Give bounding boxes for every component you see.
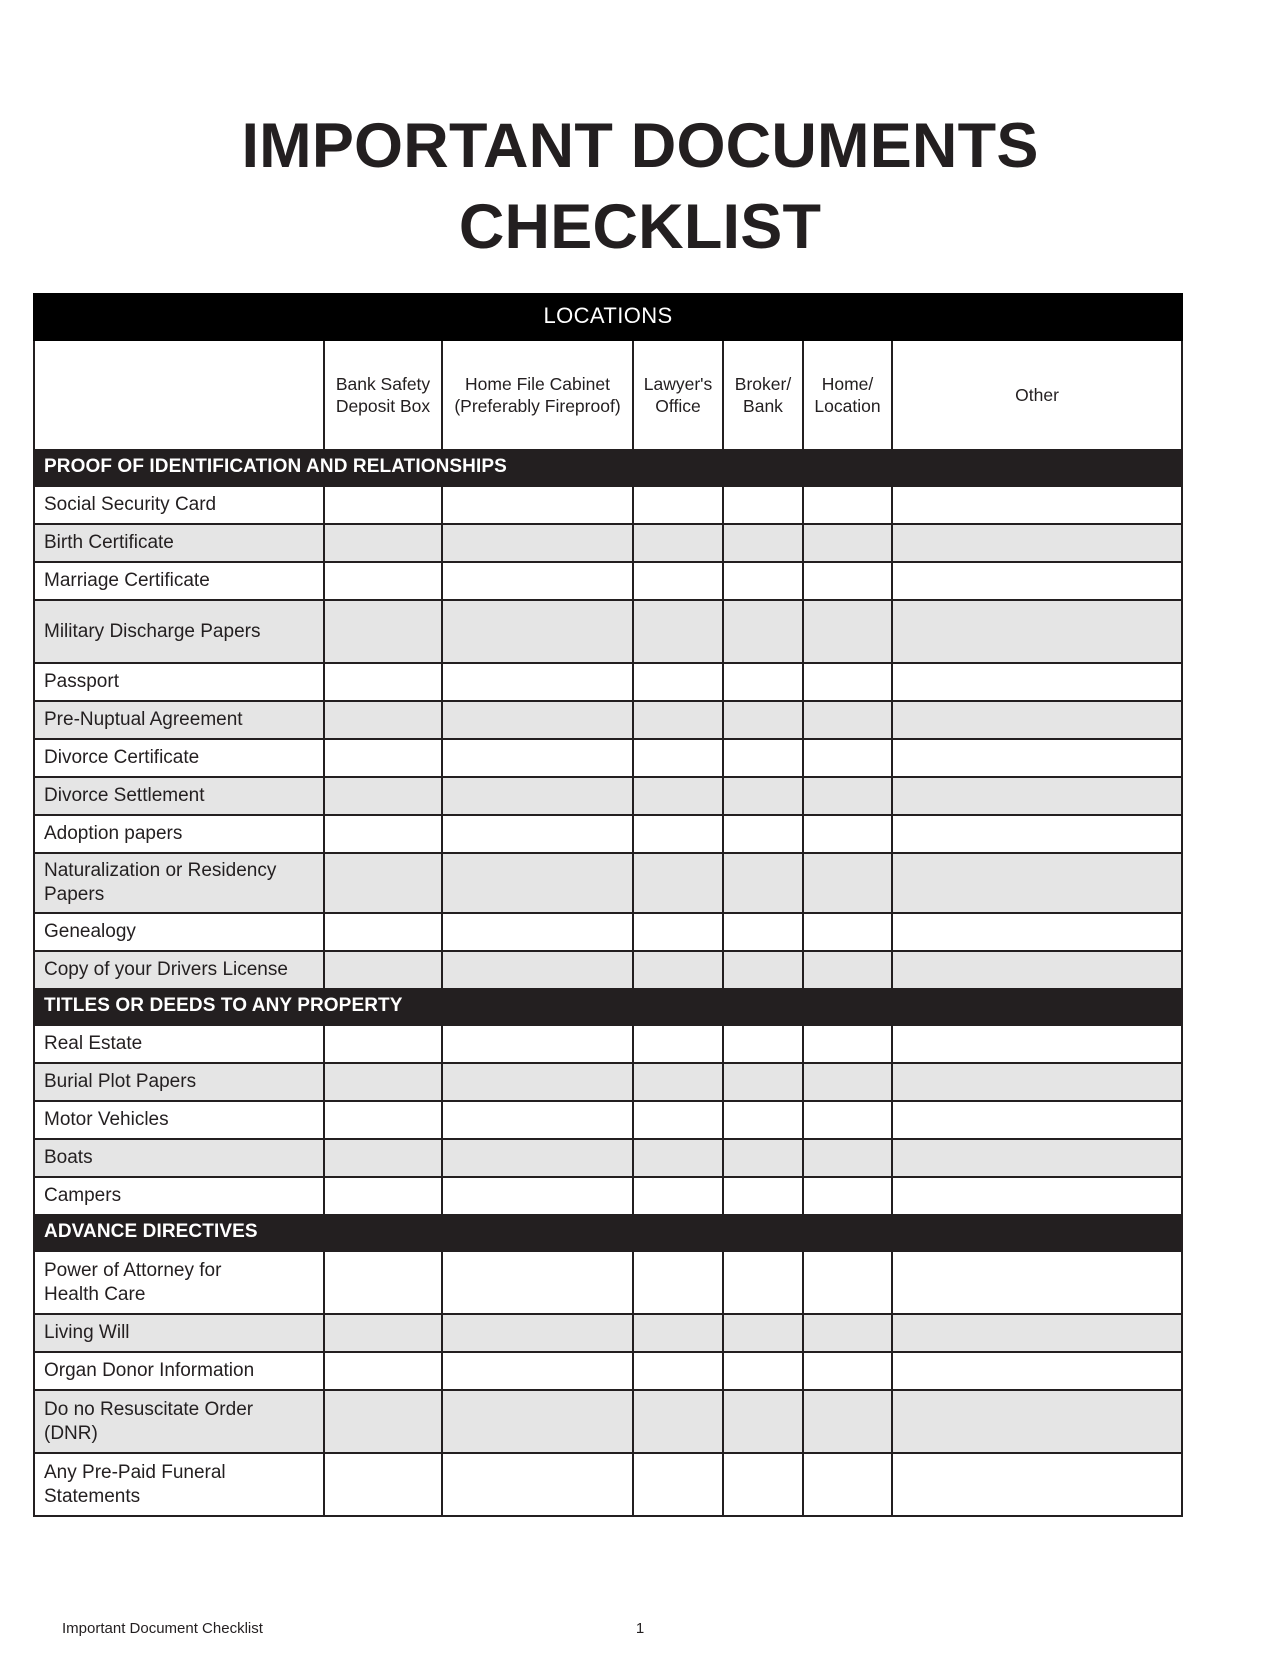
checkbox-cell-bank-safety-deposit-box[interactable] bbox=[324, 853, 442, 913]
checkbox-cell-bank-safety-deposit-box[interactable] bbox=[324, 701, 442, 739]
checkbox-cell-other[interactable] bbox=[892, 1352, 1182, 1390]
column-header-item bbox=[34, 340, 324, 450]
checkbox-cell-lawyers-office[interactable] bbox=[633, 600, 723, 663]
row-label bbox=[34, 777, 324, 815]
checkbox-cell-lawyers-office[interactable] bbox=[633, 663, 723, 701]
row-label-line-1: Do no Resuscitate Order bbox=[44, 1398, 254, 1420]
checkbox-cell-bank-safety-deposit-box[interactable] bbox=[324, 1453, 442, 1516]
row-label bbox=[34, 1063, 324, 1101]
checkbox-cell-other[interactable] bbox=[892, 1177, 1182, 1215]
table-row bbox=[34, 739, 1182, 777]
row-label bbox=[34, 853, 324, 913]
checkbox-cell-lawyers-office[interactable] bbox=[633, 1063, 723, 1101]
checkbox-cell-home-file-cabinet[interactable] bbox=[442, 600, 633, 663]
row-label-line-1: Real Estate bbox=[44, 1033, 143, 1055]
checkbox-cell-home-file-cabinet[interactable] bbox=[442, 815, 633, 853]
checkbox-cell-broker-bank[interactable] bbox=[723, 524, 803, 562]
checkbox-cell-broker-bank[interactable] bbox=[723, 739, 803, 777]
column-header-home-location bbox=[803, 340, 892, 450]
checkbox-cell-home-location[interactable] bbox=[803, 1390, 892, 1453]
checkbox-cell-lawyers-office[interactable] bbox=[633, 1101, 723, 1139]
checkbox-cell-bank-safety-deposit-box[interactable] bbox=[324, 1251, 442, 1314]
checkbox-cell-home-location[interactable] bbox=[803, 1101, 892, 1139]
table-row bbox=[34, 853, 1182, 913]
row-label bbox=[34, 1251, 324, 1314]
checkbox-cell-home-file-cabinet[interactable] bbox=[442, 486, 633, 524]
checkbox-cell-lawyers-office[interactable] bbox=[633, 701, 723, 739]
checkbox-cell-broker-bank[interactable] bbox=[723, 1390, 803, 1453]
column-header-line-1: Broker/ bbox=[734, 373, 792, 394]
checkbox-cell-other[interactable] bbox=[892, 853, 1182, 913]
checkbox-cell-broker-bank[interactable] bbox=[723, 1063, 803, 1101]
row-label-line-2: Health Care bbox=[44, 1283, 146, 1305]
checkbox-cell-bank-safety-deposit-box[interactable] bbox=[324, 562, 442, 600]
row-label-line-1: Power of Attorney for bbox=[44, 1259, 222, 1281]
checkbox-cell-home-file-cabinet[interactable] bbox=[442, 524, 633, 562]
row-label bbox=[34, 815, 324, 853]
section-heading: ADVANCE DIRECTIVES bbox=[34, 1215, 1182, 1251]
checkbox-cell-lawyers-office[interactable] bbox=[633, 1025, 723, 1063]
checkbox-cell-home-location[interactable] bbox=[803, 777, 892, 815]
column-header-line-1: Home File Cabinet bbox=[465, 373, 610, 394]
checkbox-cell-home-file-cabinet[interactable] bbox=[442, 739, 633, 777]
column-header-line-2: Location bbox=[814, 396, 881, 416]
table-row bbox=[34, 1063, 1182, 1101]
checkbox-cell-home-location[interactable] bbox=[803, 562, 892, 600]
row-label bbox=[34, 1025, 324, 1063]
checkbox-cell-bank-safety-deposit-box[interactable] bbox=[324, 777, 442, 815]
row-label bbox=[34, 562, 324, 600]
table-row bbox=[34, 524, 1182, 562]
checkbox-cell-other[interactable] bbox=[892, 1314, 1182, 1352]
section-header-row bbox=[34, 1215, 1182, 1251]
checkbox-cell-lawyers-office[interactable] bbox=[633, 951, 723, 989]
checkbox-cell-home-location[interactable] bbox=[803, 663, 892, 701]
checkbox-cell-other[interactable] bbox=[892, 562, 1182, 600]
page-title bbox=[0, 106, 1280, 267]
table-row bbox=[34, 701, 1182, 739]
column-header-line-1: Other bbox=[1015, 384, 1059, 405]
checkbox-cell-broker-bank[interactable] bbox=[723, 600, 803, 663]
row-label bbox=[34, 1453, 324, 1516]
table-row bbox=[34, 562, 1182, 600]
checkbox-cell-home-location[interactable] bbox=[803, 1352, 892, 1390]
checkbox-cell-home-location[interactable] bbox=[803, 1314, 892, 1352]
row-label-line-1: Boats bbox=[44, 1147, 93, 1169]
table-row bbox=[34, 1453, 1182, 1516]
row-label bbox=[34, 1314, 324, 1352]
checkbox-cell-other[interactable] bbox=[892, 1139, 1182, 1177]
row-label bbox=[34, 486, 324, 524]
table-row bbox=[34, 1390, 1182, 1453]
row-label bbox=[34, 663, 324, 701]
checkbox-cell-home-file-cabinet[interactable] bbox=[442, 1139, 633, 1177]
checkbox-cell-other[interactable] bbox=[892, 701, 1182, 739]
checkbox-cell-home-location[interactable] bbox=[803, 524, 892, 562]
column-header-line-2: Deposit Box bbox=[335, 396, 431, 416]
table-row bbox=[34, 663, 1182, 701]
checkbox-cell-lawyers-office[interactable] bbox=[633, 1314, 723, 1352]
checkbox-cell-broker-bank[interactable] bbox=[723, 1139, 803, 1177]
table-row bbox=[34, 1177, 1182, 1215]
section-header-row bbox=[34, 450, 1182, 486]
checkbox-cell-lawyers-office[interactable] bbox=[633, 562, 723, 600]
checkbox-cell-lawyers-office[interactable] bbox=[633, 1390, 723, 1453]
checkbox-cell-bank-safety-deposit-box[interactable] bbox=[324, 815, 442, 853]
row-label-line-1: Organ Donor Information bbox=[44, 1360, 255, 1382]
checkbox-cell-home-location[interactable] bbox=[803, 1139, 892, 1177]
row-label-line-1: Birth Certificate bbox=[44, 532, 174, 554]
checkbox-cell-other[interactable] bbox=[892, 486, 1182, 524]
checkbox-cell-lawyers-office[interactable] bbox=[633, 815, 723, 853]
checkbox-cell-broker-bank[interactable] bbox=[723, 701, 803, 739]
column-header-lawyers-office bbox=[633, 340, 723, 450]
checkbox-cell-home-location[interactable] bbox=[803, 1453, 892, 1516]
section-heading: PROOF OF IDENTIFICATION AND RELATIONSHIPS bbox=[34, 450, 1182, 486]
checkbox-cell-bank-safety-deposit-box[interactable] bbox=[324, 1025, 442, 1063]
column-header-broker-bank bbox=[723, 340, 803, 450]
row-label bbox=[34, 913, 324, 951]
column-header-line-1: Bank Safety bbox=[335, 373, 431, 394]
checkbox-cell-broker-bank[interactable] bbox=[723, 663, 803, 701]
row-label-line-1: Motor Vehicles bbox=[44, 1109, 169, 1131]
checkbox-cell-bank-safety-deposit-box[interactable] bbox=[324, 663, 442, 701]
row-label-line-2: (DNR) bbox=[44, 1422, 98, 1444]
checkbox-cell-other[interactable] bbox=[892, 913, 1182, 951]
checkbox-cell-home-file-cabinet[interactable] bbox=[442, 701, 633, 739]
checkbox-cell-home-file-cabinet[interactable] bbox=[442, 1352, 633, 1390]
table-row bbox=[34, 1101, 1182, 1139]
row-label-line-1: Adoption papers bbox=[44, 823, 183, 845]
page-footer bbox=[0, 1620, 1280, 1650]
page-title-line-1: IMPORTANT DOCUMENTS bbox=[241, 111, 1039, 182]
checklist-table-wrapper bbox=[33, 293, 1181, 1517]
checkbox-cell-broker-bank[interactable] bbox=[723, 1177, 803, 1215]
table-row bbox=[34, 1251, 1182, 1314]
checkbox-cell-lawyers-office[interactable] bbox=[633, 524, 723, 562]
checkbox-cell-home-file-cabinet[interactable] bbox=[442, 1063, 633, 1101]
footer-document-name: Important Document Checklist bbox=[62, 1620, 263, 1637]
row-label-line-1: Genealogy bbox=[44, 921, 136, 943]
checkbox-cell-other[interactable] bbox=[892, 1101, 1182, 1139]
checkbox-cell-home-file-cabinet[interactable] bbox=[442, 777, 633, 815]
checkbox-cell-lawyers-office[interactable] bbox=[633, 777, 723, 815]
row-label bbox=[34, 600, 324, 663]
table-row bbox=[34, 600, 1182, 663]
table-row bbox=[34, 1314, 1182, 1352]
row-label-line-1: Divorce Settlement bbox=[44, 785, 205, 807]
checkbox-cell-home-location[interactable] bbox=[803, 701, 892, 739]
checkbox-cell-other[interactable] bbox=[892, 1251, 1182, 1314]
section-header-row bbox=[34, 989, 1182, 1025]
table-row bbox=[34, 951, 1182, 989]
checkbox-cell-home-location[interactable] bbox=[803, 1025, 892, 1063]
checkbox-cell-home-location[interactable] bbox=[803, 486, 892, 524]
checkbox-cell-lawyers-office[interactable] bbox=[633, 1251, 723, 1314]
row-label-line-1: Any Pre-Paid Funeral bbox=[44, 1461, 226, 1483]
checkbox-cell-lawyers-office[interactable] bbox=[633, 1177, 723, 1215]
column-header-line-2: Office bbox=[655, 396, 701, 416]
checkbox-cell-home-file-cabinet[interactable] bbox=[442, 1390, 633, 1453]
checkbox-cell-broker-bank[interactable] bbox=[723, 1352, 803, 1390]
row-label-line-1: Social Security Card bbox=[44, 494, 217, 516]
checkbox-cell-bank-safety-deposit-box[interactable] bbox=[324, 951, 442, 989]
checkbox-cell-broker-bank[interactable] bbox=[723, 951, 803, 989]
table-row bbox=[34, 815, 1182, 853]
checkbox-cell-home-location[interactable] bbox=[803, 951, 892, 989]
row-label bbox=[34, 951, 324, 989]
checkbox-cell-lawyers-office[interactable] bbox=[633, 1352, 723, 1390]
row-label-line-1: Passport bbox=[44, 671, 119, 693]
checkbox-cell-broker-bank[interactable] bbox=[723, 1314, 803, 1352]
checkbox-cell-bank-safety-deposit-box[interactable] bbox=[324, 1139, 442, 1177]
checkbox-cell-bank-safety-deposit-box[interactable] bbox=[324, 1314, 442, 1352]
checkbox-cell-home-location[interactable] bbox=[803, 815, 892, 853]
table-row bbox=[34, 1139, 1182, 1177]
column-header-line-2: Bank bbox=[743, 396, 783, 416]
checkbox-cell-other[interactable] bbox=[892, 1025, 1182, 1063]
checkbox-cell-home-file-cabinet[interactable] bbox=[442, 951, 633, 989]
checkbox-cell-bank-safety-deposit-box[interactable] bbox=[324, 1390, 442, 1453]
checkbox-cell-lawyers-office[interactable] bbox=[633, 1139, 723, 1177]
checkbox-cell-broker-bank[interactable] bbox=[723, 1251, 803, 1314]
checkbox-cell-bank-safety-deposit-box[interactable] bbox=[324, 1101, 442, 1139]
checkbox-cell-home-location[interactable] bbox=[803, 1177, 892, 1215]
checkbox-cell-other[interactable] bbox=[892, 600, 1182, 663]
row-label bbox=[34, 1390, 324, 1453]
checkbox-cell-bank-safety-deposit-box[interactable] bbox=[324, 524, 442, 562]
checkbox-cell-home-location[interactable] bbox=[803, 853, 892, 913]
row-label bbox=[34, 1177, 324, 1215]
row-label-line-1: Military Discharge Papers bbox=[44, 620, 261, 642]
checkbox-cell-home-location[interactable] bbox=[803, 739, 892, 777]
row-label bbox=[34, 1352, 324, 1390]
column-header-line-2: (Preferably Fireproof) bbox=[454, 396, 621, 416]
checkbox-cell-home-file-cabinet[interactable] bbox=[442, 562, 633, 600]
table-row bbox=[34, 1352, 1182, 1390]
checkbox-cell-home-file-cabinet[interactable] bbox=[442, 913, 633, 951]
checkbox-cell-lawyers-office[interactable] bbox=[633, 739, 723, 777]
checkbox-cell-broker-bank[interactable] bbox=[723, 777, 803, 815]
checkbox-cell-other[interactable] bbox=[892, 777, 1182, 815]
checkbox-cell-broker-bank[interactable] bbox=[723, 1453, 803, 1516]
footer-page-number: 1 bbox=[635, 1620, 645, 1637]
checkbox-cell-home-file-cabinet[interactable] bbox=[442, 1101, 633, 1139]
checkbox-cell-lawyers-office[interactable] bbox=[633, 853, 723, 913]
row-label-line-1: Pre-Nuptual Agreement bbox=[44, 709, 243, 731]
locations-banner: LOCATIONS bbox=[34, 294, 1182, 340]
page-title-line-2: CHECKLIST bbox=[458, 191, 822, 262]
row-label bbox=[34, 1101, 324, 1139]
checkbox-cell-home-file-cabinet[interactable] bbox=[442, 1025, 633, 1063]
checkbox-cell-other[interactable] bbox=[892, 815, 1182, 853]
checkbox-cell-home-file-cabinet[interactable] bbox=[442, 1314, 633, 1352]
row-label bbox=[34, 739, 324, 777]
checkbox-cell-other[interactable] bbox=[892, 1063, 1182, 1101]
row-label-line-1: Campers bbox=[44, 1185, 122, 1207]
checkbox-cell-lawyers-office[interactable] bbox=[633, 486, 723, 524]
checkbox-cell-bank-safety-deposit-box[interactable] bbox=[324, 913, 442, 951]
row-label-line-1: Marriage Certificate bbox=[44, 570, 210, 592]
checkbox-cell-other[interactable] bbox=[892, 663, 1182, 701]
checkbox-cell-home-file-cabinet[interactable] bbox=[442, 853, 633, 913]
checkbox-cell-broker-bank[interactable] bbox=[723, 486, 803, 524]
checkbox-cell-lawyers-office[interactable] bbox=[633, 1453, 723, 1516]
row-label-line-2: Statements bbox=[44, 1485, 141, 1507]
table-row bbox=[34, 1025, 1182, 1063]
checkbox-cell-broker-bank[interactable] bbox=[723, 913, 803, 951]
checkbox-cell-bank-safety-deposit-box[interactable] bbox=[324, 1063, 442, 1101]
column-header-line-1: Home/ bbox=[821, 373, 874, 394]
column-header-home-file-cabinet bbox=[442, 340, 633, 450]
row-label bbox=[34, 701, 324, 739]
checkbox-cell-broker-bank[interactable] bbox=[723, 1101, 803, 1139]
checkbox-cell-home-file-cabinet[interactable] bbox=[442, 1251, 633, 1314]
checkbox-cell-other[interactable] bbox=[892, 1453, 1182, 1516]
checkbox-cell-home-file-cabinet[interactable] bbox=[442, 1177, 633, 1215]
table-row bbox=[34, 913, 1182, 951]
row-label bbox=[34, 524, 324, 562]
column-header-bank-safety-deposit-box bbox=[324, 340, 442, 450]
column-header-row bbox=[34, 340, 1182, 450]
checkbox-cell-home-location[interactable] bbox=[803, 913, 892, 951]
checkbox-cell-other[interactable] bbox=[892, 951, 1182, 989]
checkbox-cell-other[interactable] bbox=[892, 739, 1182, 777]
table-row bbox=[34, 777, 1182, 815]
checkbox-cell-bank-safety-deposit-box[interactable] bbox=[324, 1177, 442, 1215]
row-label-line-1: Naturalization or Residency bbox=[44, 860, 277, 882]
column-header-other bbox=[892, 340, 1182, 450]
checkbox-cell-home-location[interactable] bbox=[803, 600, 892, 663]
checkbox-cell-broker-bank[interactable] bbox=[723, 1025, 803, 1063]
checkbox-cell-lawyers-office[interactable] bbox=[633, 913, 723, 951]
checkbox-cell-broker-bank[interactable] bbox=[723, 562, 803, 600]
row-label-line-1: Divorce Certificate bbox=[44, 747, 200, 769]
column-header-line-1: Lawyer's bbox=[643, 373, 713, 394]
row-label-line-1: Copy of your Drivers License bbox=[44, 959, 288, 981]
checkbox-cell-home-file-cabinet[interactable] bbox=[442, 1453, 633, 1516]
row-label bbox=[34, 1139, 324, 1177]
row-label-line-1: Burial Plot Papers bbox=[44, 1071, 197, 1093]
checkbox-cell-broker-bank[interactable] bbox=[723, 815, 803, 853]
checkbox-cell-other[interactable] bbox=[892, 1390, 1182, 1453]
checkbox-cell-home-location[interactable] bbox=[803, 1063, 892, 1101]
checklist-table bbox=[33, 293, 1183, 1517]
section-heading: TITLES OR DEEDS TO ANY PROPERTY bbox=[34, 989, 1182, 1025]
table-row bbox=[34, 486, 1182, 524]
checkbox-cell-home-file-cabinet[interactable] bbox=[442, 663, 633, 701]
row-label-line-2: Papers bbox=[44, 884, 105, 905]
checkbox-cell-broker-bank[interactable] bbox=[723, 853, 803, 913]
checkbox-cell-home-location[interactable] bbox=[803, 1251, 892, 1314]
checkbox-cell-other[interactable] bbox=[892, 524, 1182, 562]
row-label-line-1: Living Will bbox=[44, 1322, 130, 1344]
checkbox-cell-bank-safety-deposit-box[interactable] bbox=[324, 1352, 442, 1390]
checkbox-cell-bank-safety-deposit-box[interactable] bbox=[324, 600, 442, 663]
checkbox-cell-bank-safety-deposit-box[interactable] bbox=[324, 486, 442, 524]
checkbox-cell-bank-safety-deposit-box[interactable] bbox=[324, 739, 442, 777]
table-banner-row bbox=[34, 294, 1182, 340]
